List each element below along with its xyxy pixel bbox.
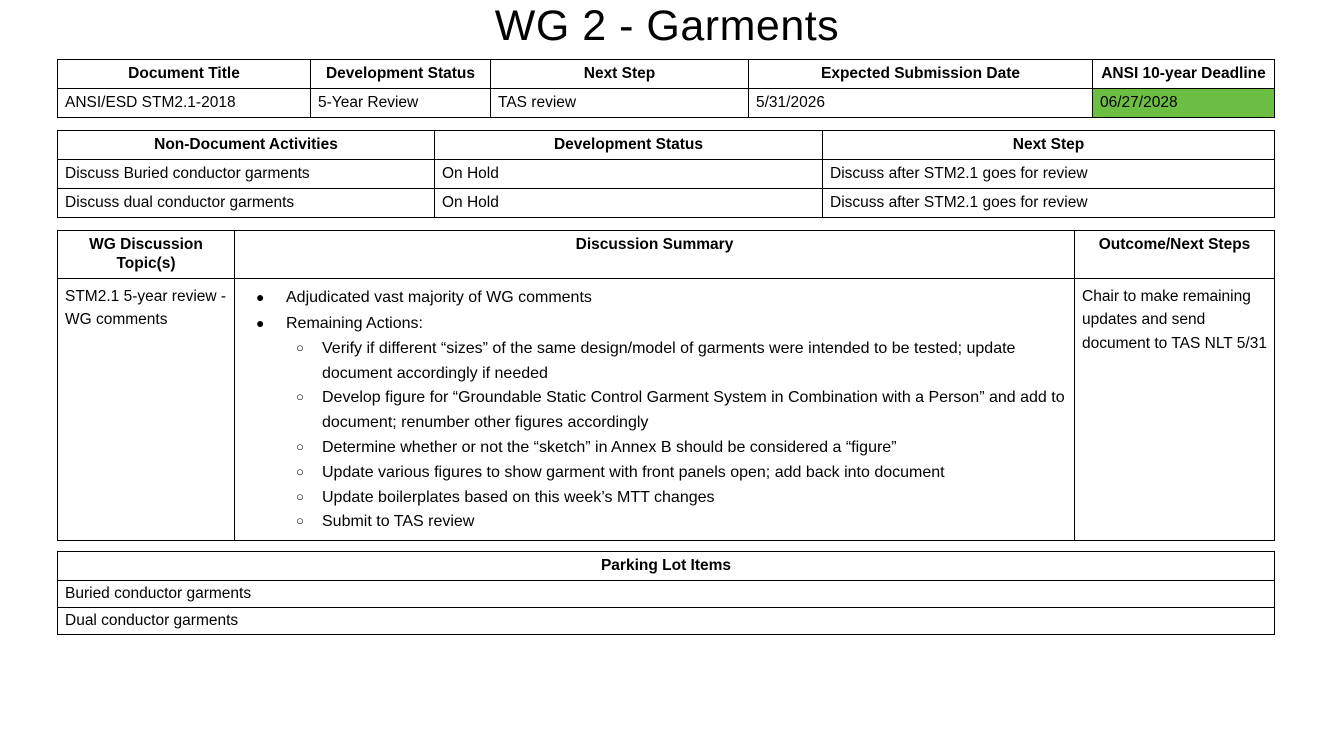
column-header-discussion-summary: Discussion Summary	[235, 230, 1075, 279]
summary-bullet-list	[242, 286, 1067, 535]
list-item-label: Verify if different “sizes” of the same design/model of garments were intended to be tested; update document accordingly if needed	[322, 339, 1016, 382]
list-item	[286, 386, 1067, 436]
cell-next-step: Discuss after STM2.1 goes for review	[823, 188, 1275, 217]
spacer	[0, 218, 1334, 230]
column-header-ansi-deadline: ANSI 10-year Deadline	[1093, 60, 1275, 89]
cell-development-status: 5-Year Review	[311, 89, 491, 118]
sub-bullet-icon: ○	[296, 389, 304, 405]
column-header-development-status: Development Status	[435, 131, 823, 160]
cell-parking-item: Dual conductor garments	[58, 607, 1275, 634]
page-title: WG 2 - Garments	[494, 2, 840, 50]
column-header-document-title: Document Title	[58, 60, 311, 89]
cell-discussion-topic: STM2.1 5-year review - WG comments	[58, 279, 235, 541]
column-header-parking-lot-items: Parking Lot Items	[58, 552, 1275, 581]
cell-expected-submission-date: 5/31/2026	[749, 89, 1093, 118]
bullet-icon: ●	[256, 315, 265, 332]
sub-bullet-icon: ○	[296, 488, 304, 504]
list-item-label: Develop figure for “Groundable Static Control Garment System in Combination with a Person” and add to document; renumber other figures accordingly	[322, 389, 1065, 432]
table-row	[58, 279, 1275, 541]
list-item	[286, 486, 1067, 511]
parking-lot-table	[57, 551, 1275, 634]
spacer	[0, 118, 1334, 130]
cell-next-step: Discuss after STM2.1 goes for review	[823, 159, 1275, 188]
cell-status: On Hold	[435, 159, 823, 188]
table-row	[58, 159, 1275, 188]
list-item-label: Remaining Actions:	[286, 315, 423, 333]
bullet-icon: ●	[256, 289, 265, 306]
table-header-row	[58, 131, 1275, 160]
cell-parking-item: Buried conductor garments	[58, 581, 1275, 608]
cell-activity: Discuss Buried conductor garments	[58, 159, 435, 188]
cell-ansi-deadline: 06/27/2028	[1093, 89, 1275, 118]
cell-document-title: ANSI/ESD STM2.1-2018	[58, 89, 311, 118]
slide-page	[0, 2, 1334, 751]
table-header-row	[58, 230, 1275, 279]
summary-sub-bullet-list	[286, 337, 1067, 535]
sub-bullet-icon: ○	[296, 339, 304, 355]
list-item-label: Update various figures to show garment with front panels open; add back into document	[322, 463, 945, 481]
list-item	[286, 461, 1067, 486]
wg-discussion-table	[57, 230, 1275, 542]
table-row	[58, 188, 1275, 217]
column-header-next-step: Next Step	[823, 131, 1275, 160]
table-row	[58, 89, 1275, 118]
cell-discussion-summary	[235, 279, 1075, 541]
sub-bullet-icon: ○	[296, 463, 304, 479]
table-header-row	[58, 60, 1275, 89]
column-header-development-status: Development Status	[311, 60, 491, 89]
column-header-non-document-activities: Non-Document Activities	[58, 131, 435, 160]
list-item	[286, 337, 1067, 387]
list-item-label: Submit to TAS review	[322, 513, 475, 531]
table-header-row	[58, 552, 1275, 581]
table-row	[58, 607, 1275, 634]
list-item	[244, 286, 1067, 311]
column-header-wg-discussion-topics: WG Discussion Topic(s)	[58, 230, 235, 279]
table-row	[58, 581, 1275, 608]
spacer	[0, 541, 1334, 551]
list-item-label: Adjudicated vast majority of WG comments	[286, 289, 592, 307]
cell-outcome-next-steps: Chair to make remaining updates and send document to TAS NLT 5/31	[1075, 279, 1275, 541]
column-header-next-step: Next Step	[491, 60, 749, 89]
column-header-outcome-next-steps: Outcome/Next Steps	[1075, 230, 1275, 279]
document-status-table	[57, 59, 1275, 118]
list-item-label: Determine whether or not the “sketch” in Annex B should be considered a “figure”	[322, 439, 897, 457]
sub-bullet-icon: ○	[296, 439, 304, 455]
cell-activity: Discuss dual conductor garments	[58, 188, 435, 217]
cell-next-step: TAS review	[491, 89, 749, 118]
list-item	[286, 436, 1067, 461]
sub-bullet-icon: ○	[296, 513, 304, 529]
cell-status: On Hold	[435, 188, 823, 217]
list-item-label: Update boilerplates based on this week’s MTT changes	[322, 488, 715, 506]
list-item	[244, 312, 1067, 535]
list-item	[286, 510, 1067, 535]
non-document-activities-table	[57, 130, 1275, 217]
column-header-expected-submission-date: Expected Submission Date	[749, 60, 1093, 89]
